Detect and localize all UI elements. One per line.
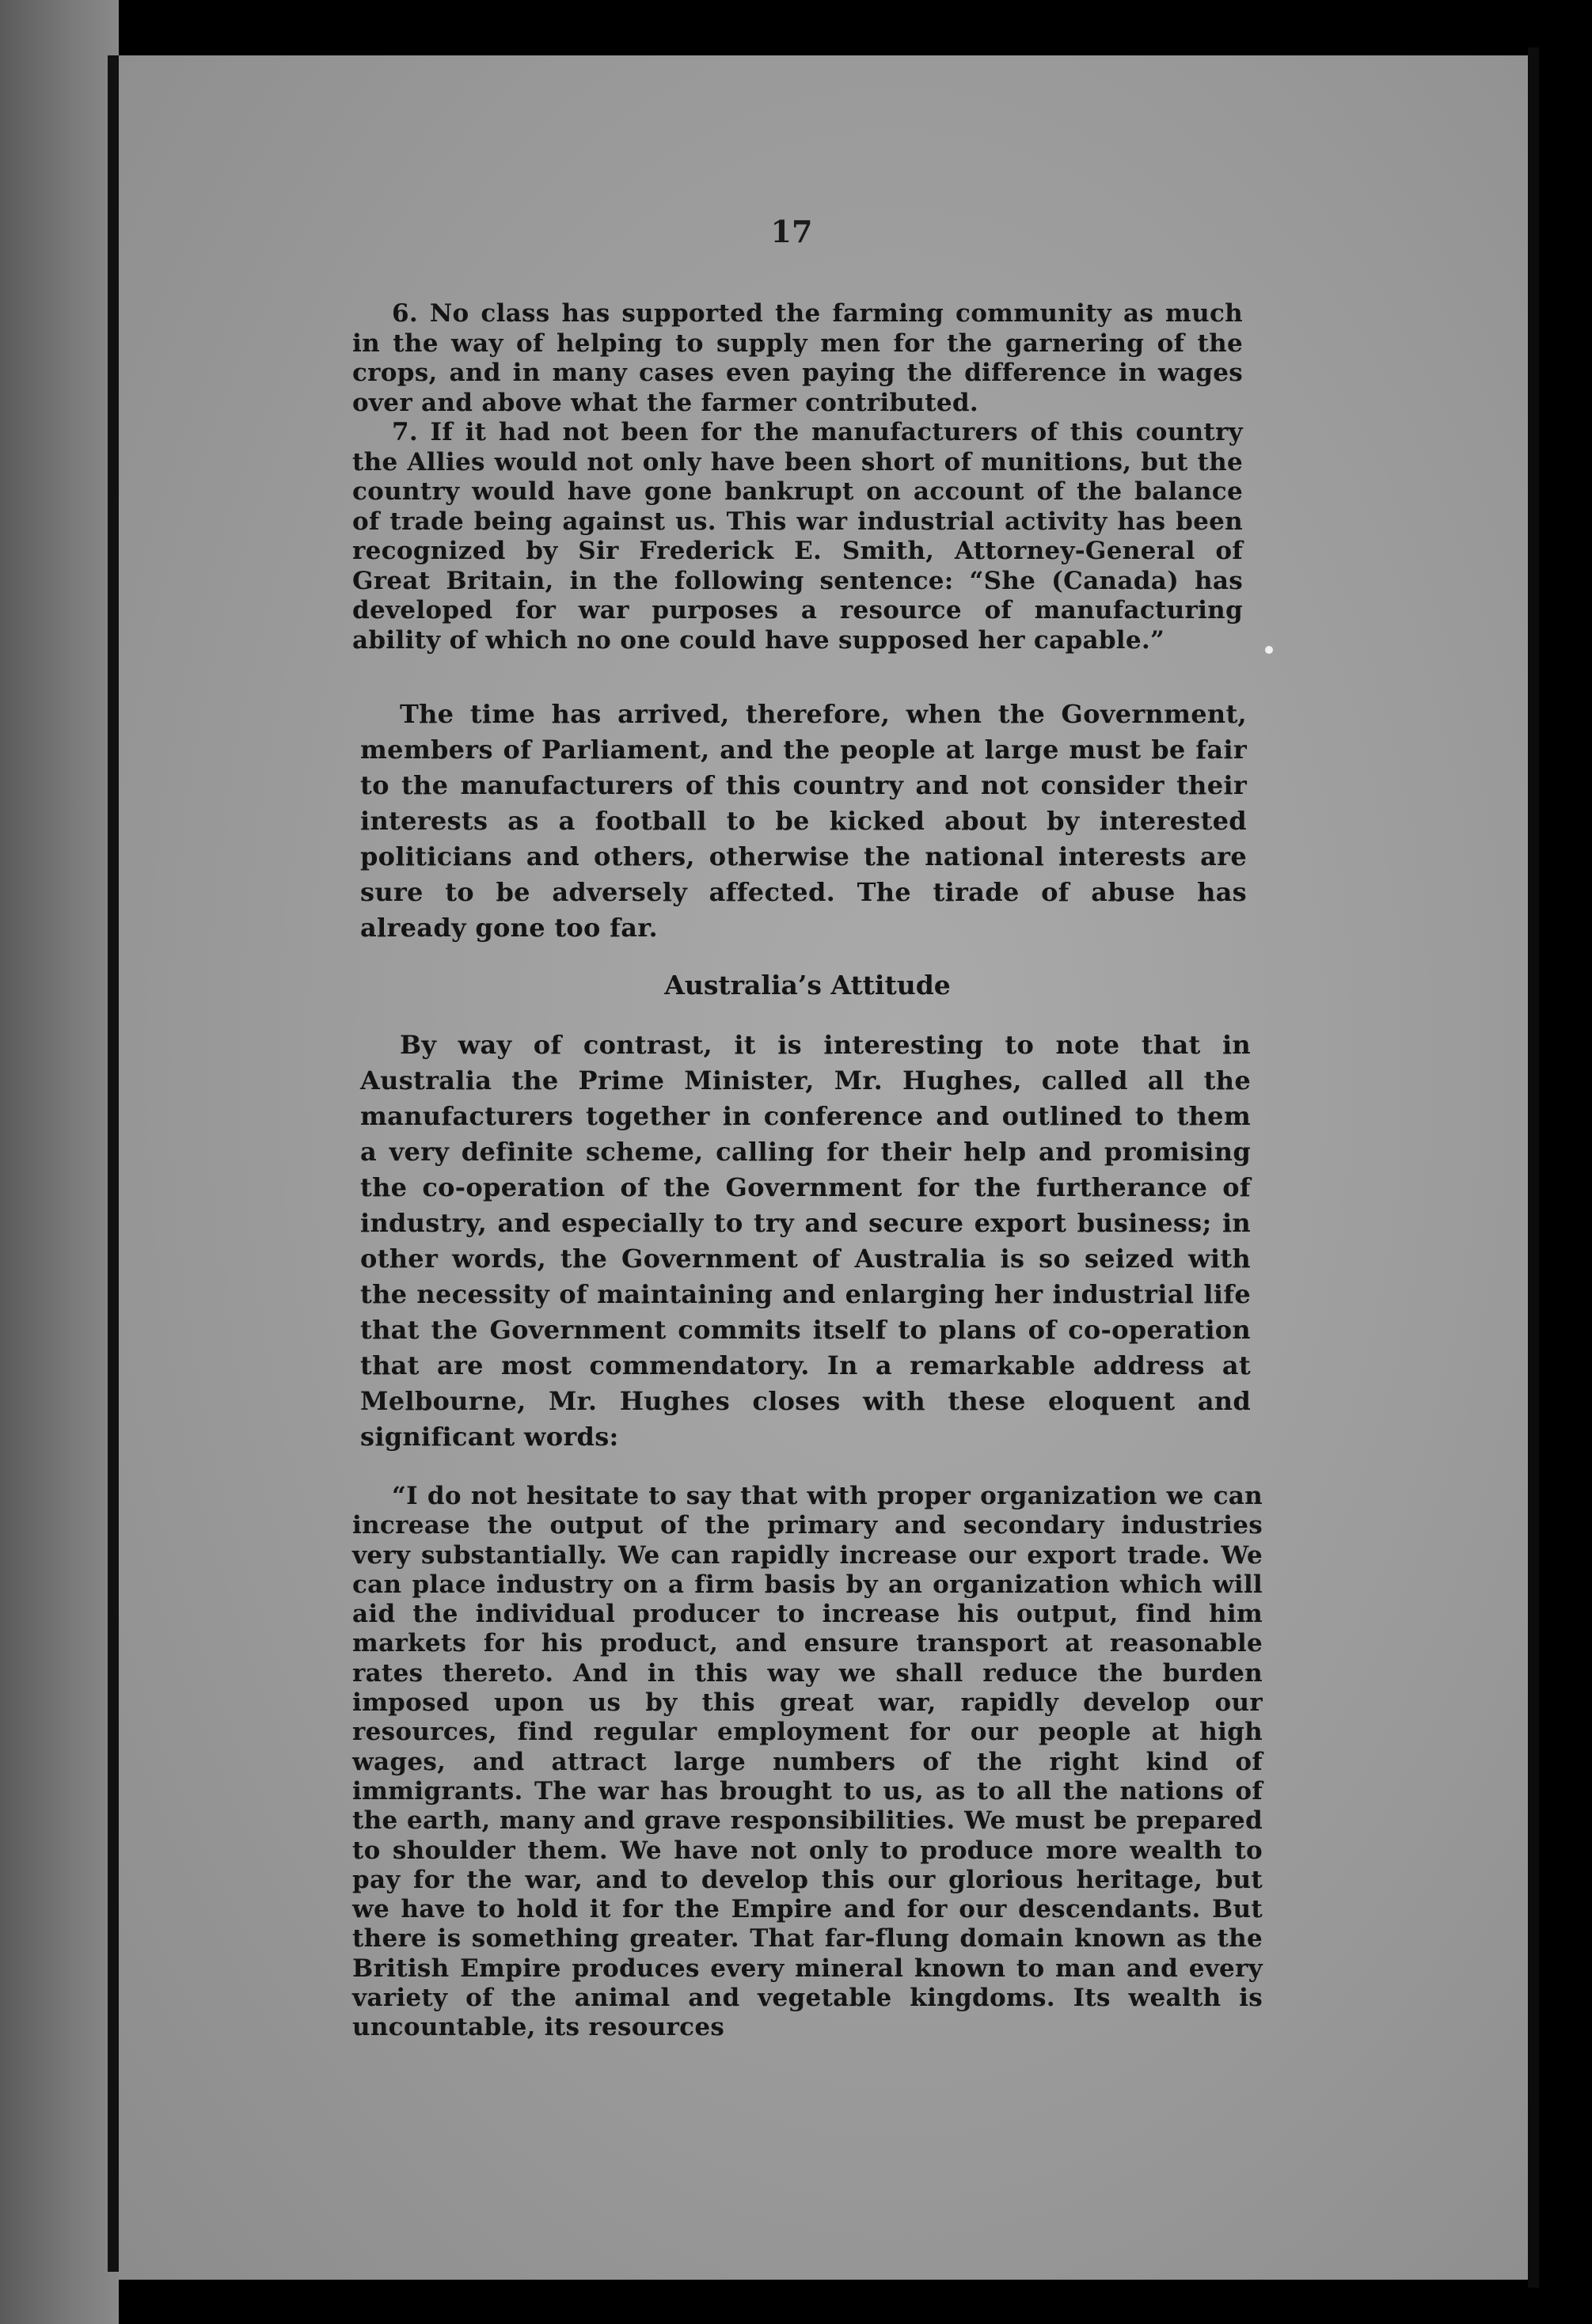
page-edge-right (1528, 47, 1539, 2288)
paragraph-text: The time has arrived, therefore, when the Government, members of Parliament, and the people at large must be fair to the manufacturers of this country and not consider their interests as a football to be kicked about by interested politicians and others, otherwise the national interests are sure to be adversely affected. The tirade of abuse has already gone too far. (360, 699, 1247, 943)
quotation-block (352, 1482, 1263, 2043)
paragraph-contrast (360, 1027, 1251, 1455)
scan-margin-right (1539, 0, 1592, 2324)
scan-speck (1265, 646, 1273, 654)
page-number: 17 (770, 214, 813, 249)
point-six: 6. No class has supported the farming community as much in the way of helping to supply men for the garnering of the crops, and in many cases even paying the difference in wages over and above what the farmer contributed. (352, 299, 1243, 417)
quotation-text: “I do not hesitate to say that with proper organization we can increase the output of the primary and secondary industries very substantially. We can rapidly increase our export trade. We can place industry on a firm basis by an organization which will aid the individual producer to increase his output, find him markets for his product, and ensure transport at reasonable rates thereto. And in this way we shall reduce the burden imposed upon us by this great war, rapidly develop our resources, find regular employment for our people at high wages, and attract large numbers of the right kind of immigrants. The war has brought to us, as to all the nations of the earth, many and grave responsibilities. We must be prepared to shoulder them. We have not only to produce more wealth to pay for the war, and to develop this our glorious heritage, but we have to hold it for the Empire and for our descendants. But there is something greater. That far-flung domain known as the British Empire produces every mineral known to man and every variety of the animal and vegetable kingdoms. Its wealth is uncountable, its resources (352, 1482, 1263, 2042)
section-heading: Australia’s Attitude (664, 970, 951, 1001)
numbered-points (352, 299, 1243, 655)
point-seven: 7. If it had not been for the manufacturers of this country the Allies would not only have been short of munitions, but the country would have gone bankrupt on account of the balance of trade being against us. This war industrial activity has been recognized by Sir Frederick E. Smith, Attorney-General of Great Britain, in the following sentence: “She (Canada) has developed for war purposes a resource of manufacturing ability of which no one could have supposed her capable.” (352, 418, 1243, 655)
scan-margin-left (0, 0, 119, 2324)
book-spine (108, 55, 119, 2272)
paragraph-time-arrived (360, 697, 1247, 946)
paragraph-text: By way of contrast, it is interesting to note that in Australia the Prime Minister, Mr. Hughes, called all the manufacturers together in conference and outlined to them a very definite scheme, calling for their help and promising the co-operation of the Government for the furtherance of industry, and especially to try and secure export business; in other words, the Government of Australia is so seized with the necessity of maintaining and enlarging her industrial life that the Government commits itself to plans of co-operation that are most commendatory. In a remarkable address at Melbourne, Mr. Hughes closes with these eloquent and significant words: (360, 1030, 1251, 1452)
